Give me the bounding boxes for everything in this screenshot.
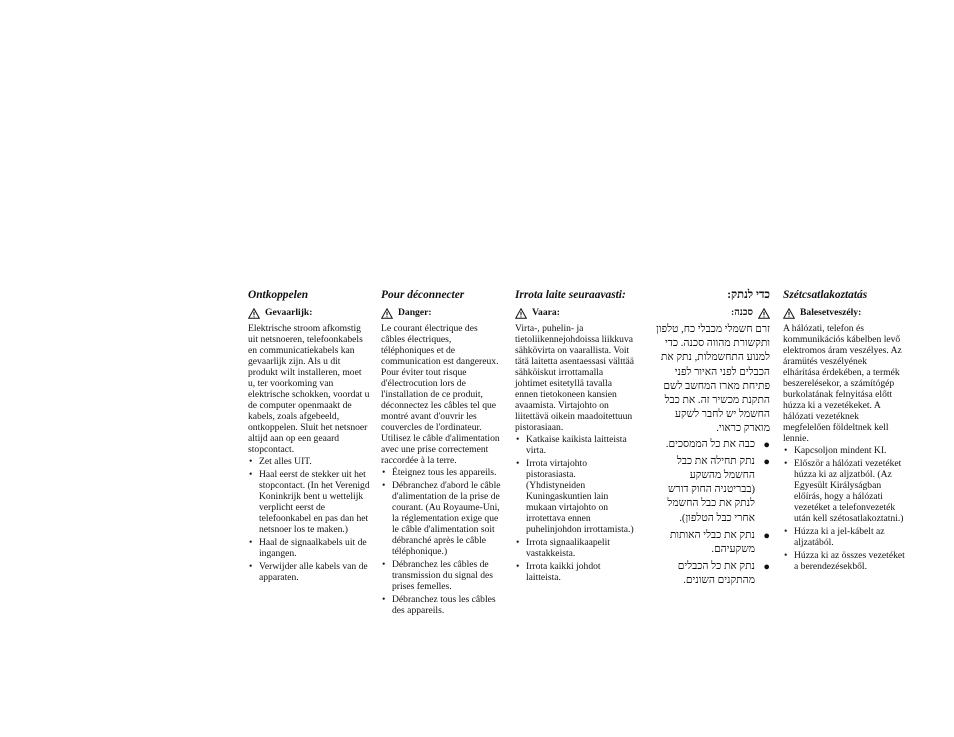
column-finnish <box>515 288 637 585</box>
warning-heading <box>515 307 637 319</box>
list-item: ● נתק תחילה את כבל החשמל מהשקע (בבריטניה החוק דורש לנתק את כבל החשמל אחרי כבל הטלפון). <box>667 455 770 524</box>
list-item: ● כבה את כל הממסכים. <box>665 438 770 451</box>
warning-triangle-icon <box>758 308 770 319</box>
column-hebrew <box>648 288 770 592</box>
warning-label: Balesetveszély: <box>800 307 862 318</box>
warning-heading <box>248 307 370 319</box>
list-item: ● נתק את כל הכבלים מהתקנים השונים. <box>677 561 770 587</box>
warning-paragraph: זרם חשמלי מכבלי כח, טלפון ותקשורת מהווה סכנה. כדי למנוע התחשמלות, נתק את הכבלים לפני האיור לפני פתיחת מארז המחשב לשם התקנת מכשיר זה. את כבל החשמל יש לחבר לשקע מוארק כראוי. <box>656 324 770 435</box>
warning-label: Vaara: <box>532 307 560 318</box>
list-item: • Irrota virtajohto pistorasiasta. (Yhdistyneiden Kuningaskuntien lain mukaan virtajohto on irrotettava ennen puhelinjohdon irrottamista.) <box>516 458 634 535</box>
warning-label: Gevaarlijk: <box>265 307 313 318</box>
warning-paragraph: A hálózati, telefon és kommunikációs kábelben levő elektromos áram veszélyes. Az áramütés veszélyének elhárítása érdekében, a termék beszerelésekor, a számítógép burkolatának felnyitása előtt húzza ki a vezetékeket. A hálózati vezetéknek megfelelően földeltnek kell lennie. <box>783 323 902 444</box>
column-french <box>381 288 503 618</box>
list-item: • Húzza ki az összes vezetéket a berendezésekből. <box>784 550 905 572</box>
list-item: • Débranchez d'abord le câble d'alimentation de la prise de courant. (Au Royaume-Uni, la réglementation exige que le câble d'alimentation soit débranché après le câble téléphonique.) <box>382 480 501 557</box>
warning-triangle-icon <box>381 308 393 319</box>
list-item: • Débranchez tous les câbles des appareils. <box>382 594 496 616</box>
list-item: • Zet alles UIT. <box>249 456 312 467</box>
warning-triangle-icon <box>248 308 260 319</box>
section-title: Pour déconnecter <box>381 289 465 301</box>
column-dutch <box>248 288 370 585</box>
list-item: • Irrota signaalikaapelit vastakkeista. <box>516 537 610 559</box>
list-item: • Kapcsoljon mindent KI. <box>784 445 887 456</box>
warning-heading <box>648 307 770 319</box>
step-list <box>783 445 905 572</box>
step-list <box>648 438 770 589</box>
list-item: • Verwijder alle kabels van de apparaten. <box>249 561 368 583</box>
section-title: Szétcsatlakoztatás <box>783 289 868 301</box>
list-item: • Először a hálózati vezetéket húzza ki az aljzatból. (Az Egyesült Királyságban előírás, hogy a hálózati vezetéket a telefonvezeték után kell szétosatlakoztatni.) <box>784 458 904 524</box>
step-list <box>381 467 503 616</box>
list-item: • Débranchez les câbles de transmission du signal des prises femelles. <box>382 559 493 592</box>
step-list <box>515 434 637 583</box>
list-item: • Haal de signaalkabels uit de ingangen. <box>249 537 367 559</box>
list-item: • Irrota kaikki johdot laitteista. <box>516 561 601 583</box>
warning-paragraph: Virta-, puhelin- ja tietoliikennejohdoissa liikkuva sähkövirta on vaarallista. Voit tätä laitetta asentaessasi välttää sähköiskut irrottamalla johtimet esitetyllä tavalla ennen tietokoneen kansien avaamista. Virtajohto on liitettävä oikein maadoitettuun pistorasiaan. <box>515 323 635 433</box>
warning-triangle-icon <box>783 308 795 319</box>
warning-label: Danger: <box>398 307 432 318</box>
warning-label: סכנה: <box>731 307 753 318</box>
list-item: • Éteignez tous les appareils. <box>382 467 497 478</box>
warning-heading <box>381 307 503 319</box>
warning-paragraph: Elektrische stroom afkomstig uit netsnoeren, telefoonkabels en communicatiekabels kan gevaarlijk zijn. Als u dit produkt wilt installeren, moet u, ter voorkoming van elektrische schokken, voordat u de computer openmaakt de kabels, zoals afgebeeld, ontkoppelen. Sluit het netsnoer altijd aan op een geaard stopcontact. <box>248 323 370 455</box>
section-title: כדי לנתק: <box>727 289 770 301</box>
warning-paragraph: Le courant électrique des câbles électriques, téléphoniques et de communication est dangereux. Pour éviter tout risque d'électrocution lors de l'installation de ce produit, déconnectez les câbles tel que montré avant d'ouvrir les couvercles de l'ordinateur. Utilisez le câble d'alimentation avec une prise correctement raccordée à la terre. <box>381 323 500 466</box>
section-title: Irrota laite seuraavasti: <box>515 289 626 301</box>
step-list <box>248 456 370 583</box>
list-item: • Húzza ki a jel-kábelt az aljzatából. <box>784 526 885 548</box>
list-item: • Katkaise kaikista laitteista virta. <box>516 434 627 456</box>
list-item: ● נתק את כבלי האותות משקעיהם. <box>669 529 770 556</box>
list-item: • Haal eerst de stekker uit het stopcontact. (In het Verenigd Koninkrijk bent u wettelijk verplicht eerst de telefoonkabel en pas dan het netsnoer los te maken.) <box>249 469 370 535</box>
section-title: Ontkoppelen <box>248 289 309 301</box>
warning-triangle-icon <box>515 308 527 319</box>
column-hungarian <box>783 288 905 574</box>
warning-heading <box>783 307 905 319</box>
